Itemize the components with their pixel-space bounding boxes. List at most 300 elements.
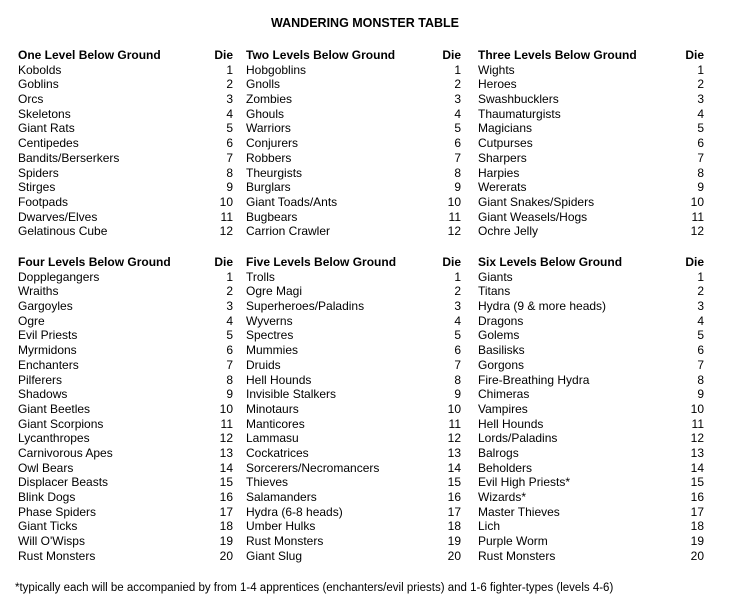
monster-name: Spiders [18, 165, 59, 180]
monster-name: Manticores [246, 416, 305, 431]
die-roll: 10 [690, 401, 704, 416]
die-roll: 1 [454, 269, 461, 284]
table-row [246, 224, 461, 239]
die-roll: 2 [226, 77, 233, 92]
die-roll: 10 [447, 194, 461, 209]
die-roll: 5 [226, 121, 233, 136]
table-row [246, 107, 461, 122]
table-row [18, 417, 233, 432]
table-row [478, 92, 704, 107]
die-roll: 7 [226, 357, 233, 372]
die-roll: 18 [690, 519, 704, 534]
monster-name: Mummies [246, 343, 299, 358]
table-row [18, 224, 233, 239]
table-row [18, 63, 233, 78]
monster-name: Rust Monsters [246, 534, 324, 549]
monster-name: Lycanthropes [18, 431, 90, 446]
die-roll: 18 [219, 519, 233, 534]
die-roll: 19 [219, 534, 233, 549]
die-roll: 7 [454, 150, 461, 165]
monster-name: Harpies [478, 165, 520, 180]
table-row [478, 431, 704, 446]
die-roll: 1 [697, 62, 704, 77]
die-column-label: Die [214, 48, 233, 62]
monster-name: Kobolds [18, 62, 62, 77]
monster-name: Zombies [246, 92, 293, 107]
monster-name: Evil Priests [18, 328, 78, 343]
table-row [246, 270, 461, 285]
die-roll: 15 [690, 475, 704, 490]
monster-name: Thieves [246, 475, 289, 490]
monster-name: Minotaurs [246, 401, 299, 416]
table-row [18, 431, 233, 446]
die-roll: 14 [219, 460, 233, 475]
die-roll: 3 [454, 92, 461, 107]
die-roll: 7 [226, 150, 233, 165]
table-row [18, 166, 233, 181]
die-roll: 11 [448, 209, 461, 224]
die-roll: 13 [219, 445, 233, 460]
die-roll: 17 [219, 504, 233, 519]
die-roll: 11 [448, 416, 461, 431]
monster-name: Orcs [18, 92, 44, 107]
monster-name: Salamanders [246, 490, 317, 504]
monster-name: Chimeras [478, 387, 530, 402]
monster-name: Rust Monsters [18, 548, 96, 563]
monster-name: Footpads [18, 194, 69, 209]
table-row [478, 270, 704, 285]
die-roll: 6 [454, 343, 461, 358]
die-roll: 12 [219, 431, 233, 446]
die-roll: 20 [219, 548, 233, 563]
die-roll: 8 [454, 165, 461, 180]
monster-name: Dwarves/Elves [18, 209, 98, 224]
die-roll: 5 [226, 328, 233, 343]
table-row [18, 284, 233, 299]
monster-name: Spectres [246, 328, 294, 343]
die-roll: 1 [454, 62, 461, 77]
monster-name: Invisible Stalkers [246, 387, 337, 402]
die-roll: 19 [690, 534, 704, 549]
monster-name: Trolls [246, 269, 275, 284]
table-row [18, 402, 233, 417]
die-roll: 16 [447, 490, 461, 504]
die-column-label: Die [685, 48, 704, 62]
monster-name: Master Thieves [478, 504, 560, 519]
monster-name: Giant Beetles [18, 401, 91, 416]
table-header [246, 255, 461, 270]
table-level-6 [478, 255, 704, 563]
table-row [478, 446, 704, 461]
die-roll: 1 [226, 269, 233, 284]
die-roll: 7 [697, 357, 704, 372]
monster-name: Hobgoblins [246, 62, 307, 77]
monster-name: Giant Weasels/Hogs [478, 209, 588, 224]
die-roll: 4 [697, 313, 704, 328]
table-row [478, 314, 704, 329]
monster-name: Shadows [18, 387, 68, 402]
monster-name: Stirges [18, 180, 56, 195]
table-heading: Five Levels Below Ground [246, 255, 397, 269]
table-row [478, 224, 704, 239]
monster-name: Carnivorous Apes [18, 445, 113, 460]
table-row [18, 92, 233, 107]
monster-name: Hell Hounds [478, 416, 544, 431]
table-row [18, 210, 233, 225]
monster-name: Lich [478, 519, 501, 534]
table-row [246, 549, 461, 564]
die-roll: 17 [447, 504, 461, 519]
table-row [478, 373, 704, 388]
table-row [18, 475, 233, 490]
table-row [246, 373, 461, 388]
monster-name: Hell Hounds [246, 372, 312, 387]
table-row [478, 534, 704, 549]
table-row [246, 284, 461, 299]
die-roll: 3 [454, 299, 461, 314]
die-roll: 12 [690, 224, 704, 239]
monster-name: Giant Slug [246, 548, 303, 563]
monster-name: Giant Scorpions [18, 416, 104, 431]
die-roll: 2 [454, 77, 461, 92]
table-row [246, 299, 461, 314]
table-row [246, 358, 461, 373]
monster-name: Vampires [478, 401, 528, 416]
monster-name: Cockatrices [246, 445, 309, 460]
die-roll: 5 [454, 328, 461, 343]
die-roll: 8 [226, 165, 233, 180]
monster-name: Centipedes [18, 136, 79, 151]
monster-name: Enchanters [18, 357, 79, 372]
table-row [18, 314, 233, 329]
monster-name: Titans [478, 284, 511, 299]
monster-name: Magicians [478, 121, 533, 136]
monster-name: Hydra (9 & more heads) [478, 299, 607, 314]
die-roll: 12 [447, 224, 461, 239]
table-row [246, 166, 461, 181]
table-row [478, 461, 704, 476]
table-row [18, 343, 233, 358]
table-row [478, 210, 704, 225]
table-row [478, 151, 704, 166]
table-row [246, 519, 461, 534]
table-row [478, 358, 704, 373]
die-roll: 2 [697, 77, 704, 92]
die-roll: 3 [226, 92, 233, 107]
monster-name: Gnolls [246, 77, 281, 92]
table-row [246, 180, 461, 195]
die-roll: 1 [697, 269, 704, 284]
monster-name: Wizards* [478, 490, 527, 504]
table-row [478, 284, 704, 299]
monster-name: Giant Snakes/Spiders [478, 194, 595, 209]
die-roll: 2 [697, 284, 704, 299]
monster-name: Gorgons [478, 357, 525, 372]
table-row [246, 490, 461, 505]
die-roll: 3 [697, 92, 704, 107]
die-roll: 10 [219, 194, 233, 209]
table-row [18, 328, 233, 343]
table-heading: Four Levels Below Ground [18, 255, 171, 269]
table-row [246, 195, 461, 210]
monster-name: Myrmidons [18, 343, 77, 358]
die-roll: 12 [219, 224, 233, 239]
die-roll: 9 [697, 387, 704, 402]
die-roll: 4 [454, 106, 461, 121]
monster-name: Giant Ticks [18, 519, 78, 534]
monster-name: Balrogs [478, 445, 519, 460]
table-heading: Three Levels Below Ground [478, 48, 637, 62]
table-row [246, 121, 461, 136]
monster-name: Gelatinous Cube [18, 224, 108, 239]
die-roll: 9 [454, 387, 461, 402]
monster-name: Evil High Priests* [478, 475, 571, 490]
table-row [246, 534, 461, 549]
table-row [246, 92, 461, 107]
monster-name: Fire-Breathing Hydra [478, 372, 590, 387]
die-roll: 18 [447, 519, 461, 534]
monster-name: Hydra (6-8 heads) [246, 504, 343, 519]
die-column-label: Die [442, 255, 461, 269]
table-level-1 [18, 48, 233, 239]
die-roll: 16 [690, 490, 704, 504]
table-row [18, 121, 233, 136]
die-roll: 20 [447, 548, 461, 563]
monster-name: Lammasu [246, 431, 299, 446]
monster-name: Ogre Magi [246, 284, 303, 299]
table-row [478, 417, 704, 432]
die-roll: 10 [219, 401, 233, 416]
monster-name: Gargoyles [18, 299, 73, 314]
die-roll: 11 [220, 209, 233, 224]
die-roll: 8 [226, 372, 233, 387]
die-roll: 10 [690, 194, 704, 209]
die-roll: 5 [697, 121, 704, 136]
table-heading: One Level Below Ground [18, 48, 161, 62]
table-row [478, 63, 704, 78]
monster-name: Golems [478, 328, 520, 343]
die-roll: 9 [454, 180, 461, 195]
die-roll: 8 [697, 372, 704, 387]
table-header [478, 255, 704, 270]
monster-name: Sharpers [478, 150, 527, 165]
monster-name: Giant Toads/Ants [246, 194, 338, 209]
die-roll: 9 [697, 180, 704, 195]
table-row [18, 373, 233, 388]
table-header [478, 48, 704, 63]
monster-name: Warriors [246, 121, 291, 136]
monster-name: Will O'Wisps [18, 534, 85, 549]
table-row [478, 505, 704, 520]
table-row [18, 195, 233, 210]
table-row [246, 446, 461, 461]
die-column-label: Die [214, 255, 233, 269]
table-row [18, 180, 233, 195]
monster-name: Bandits/Berserkers [18, 150, 120, 165]
monster-name: Wererats [478, 180, 527, 195]
table-row [18, 505, 233, 520]
table-row [478, 387, 704, 402]
monster-name: Swashbucklers [478, 92, 559, 107]
table-row [478, 343, 704, 358]
die-roll: 13 [690, 445, 704, 460]
table-row [246, 475, 461, 490]
table-row [478, 475, 704, 490]
die-roll: 3 [697, 299, 704, 314]
monster-name: Blink Dogs [18, 490, 76, 504]
table-row [18, 446, 233, 461]
table-row [246, 63, 461, 78]
monster-name: Dragons [478, 313, 524, 328]
monster-name: Wights [478, 62, 515, 77]
die-roll: 3 [226, 299, 233, 314]
monster-name: Sorcerers/Necromancers [246, 460, 380, 475]
monster-name: Giant Rats [18, 121, 75, 136]
table-row [18, 461, 233, 476]
footnote: *typically each will be accompanied by from 1-4 apprentices (enchanters/evil priests) and 1-6 fighter-types (levels 4-6) [15, 582, 614, 594]
die-roll: 7 [454, 357, 461, 372]
monster-name: Druids [246, 357, 281, 372]
monster-name: Cutpurses [478, 136, 533, 151]
table-row [246, 328, 461, 343]
table-row [18, 299, 233, 314]
table-level-5 [246, 255, 461, 563]
table-row [246, 77, 461, 92]
table-row [478, 519, 704, 534]
table-row [246, 151, 461, 166]
table-row [18, 490, 233, 505]
monster-name: Carrion Crawler [246, 224, 331, 239]
die-column-label: Die [685, 255, 704, 269]
table-row [478, 166, 704, 181]
monster-name: Purple Worm [478, 534, 548, 549]
table-row [478, 107, 704, 122]
monster-name: Basilisks [478, 343, 525, 358]
monster-name: Ochre Jelly [478, 224, 539, 239]
table-header [18, 48, 233, 63]
table-row [246, 417, 461, 432]
monster-name: Burglars [246, 180, 291, 195]
die-roll: 4 [226, 313, 233, 328]
die-roll: 8 [697, 165, 704, 180]
monster-name: Theurgists [246, 165, 303, 180]
monster-name: Ogre [18, 313, 45, 328]
table-row [246, 402, 461, 417]
die-roll: 14 [690, 460, 704, 475]
table-row [18, 136, 233, 151]
die-roll: 5 [454, 121, 461, 136]
table-row [478, 490, 704, 505]
table-level-2 [246, 48, 461, 239]
monster-name: Ghouls [246, 106, 285, 121]
die-roll: 2 [454, 284, 461, 299]
die-roll: 8 [454, 372, 461, 387]
die-roll: 11 [691, 209, 704, 224]
monster-name: Beholders [478, 460, 533, 475]
table-row [478, 121, 704, 136]
die-roll: 4 [454, 313, 461, 328]
table-row [18, 519, 233, 534]
table-header [246, 48, 461, 63]
monster-name: Phase Spiders [18, 504, 97, 519]
table-row [246, 431, 461, 446]
monster-name: Umber Hulks [246, 519, 316, 534]
page-title: WANDERING MONSTER TABLE [271, 16, 459, 30]
die-roll: 20 [690, 548, 704, 563]
table-row [246, 505, 461, 520]
table-row [246, 210, 461, 225]
table-row [18, 358, 233, 373]
die-roll: 11 [691, 416, 704, 431]
die-roll: 12 [690, 431, 704, 446]
die-roll: 6 [697, 136, 704, 151]
monster-name: Rust Monsters [478, 548, 556, 563]
monster-name: Bugbears [246, 209, 298, 224]
table-row [478, 299, 704, 314]
die-roll: 15 [447, 475, 461, 490]
die-roll: 2 [226, 284, 233, 299]
die-roll: 16 [219, 490, 233, 504]
table-heading: Six Levels Below Ground [478, 255, 623, 269]
table-row [18, 534, 233, 549]
die-column-label: Die [442, 48, 461, 62]
table-row [18, 270, 233, 285]
monster-name: Pilferers [18, 372, 63, 387]
die-roll: 10 [447, 401, 461, 416]
die-roll: 6 [454, 136, 461, 151]
table-row [478, 402, 704, 417]
table-row [18, 549, 233, 564]
table-header [18, 255, 233, 270]
monster-name: Conjurers [246, 136, 299, 151]
monster-name: Wraiths [18, 284, 59, 299]
table-row [478, 180, 704, 195]
table-row [18, 151, 233, 166]
monster-name: Skeletons [18, 106, 71, 121]
monster-name: Dopplegangers [18, 269, 100, 284]
table-row [246, 136, 461, 151]
table-row [246, 461, 461, 476]
table-row [246, 343, 461, 358]
table-row [478, 136, 704, 151]
monster-name: Superheroes/Paladins [246, 299, 365, 314]
table-level-3 [478, 48, 704, 239]
die-roll: 4 [697, 106, 704, 121]
table-row [18, 77, 233, 92]
monster-name: Owl Bears [18, 460, 74, 475]
table-row [478, 549, 704, 564]
monster-name: Wyverns [246, 313, 293, 328]
die-roll: 13 [447, 445, 461, 460]
die-roll: 6 [697, 343, 704, 358]
monster-name: Robbers [246, 150, 292, 165]
table-row [246, 387, 461, 402]
die-roll: 19 [447, 534, 461, 549]
die-roll: 14 [447, 460, 461, 475]
die-roll: 5 [697, 328, 704, 343]
table-row [478, 328, 704, 343]
monster-name: Displacer Beasts [18, 475, 109, 490]
die-roll: 4 [226, 106, 233, 121]
die-roll: 12 [447, 431, 461, 446]
die-roll: 15 [219, 475, 233, 490]
table-row [478, 195, 704, 210]
die-roll: 6 [226, 136, 233, 151]
die-roll: 6 [226, 343, 233, 358]
monster-name: Lords/Paladins [478, 431, 558, 446]
monster-name: Goblins [18, 77, 59, 92]
table-row [18, 387, 233, 402]
